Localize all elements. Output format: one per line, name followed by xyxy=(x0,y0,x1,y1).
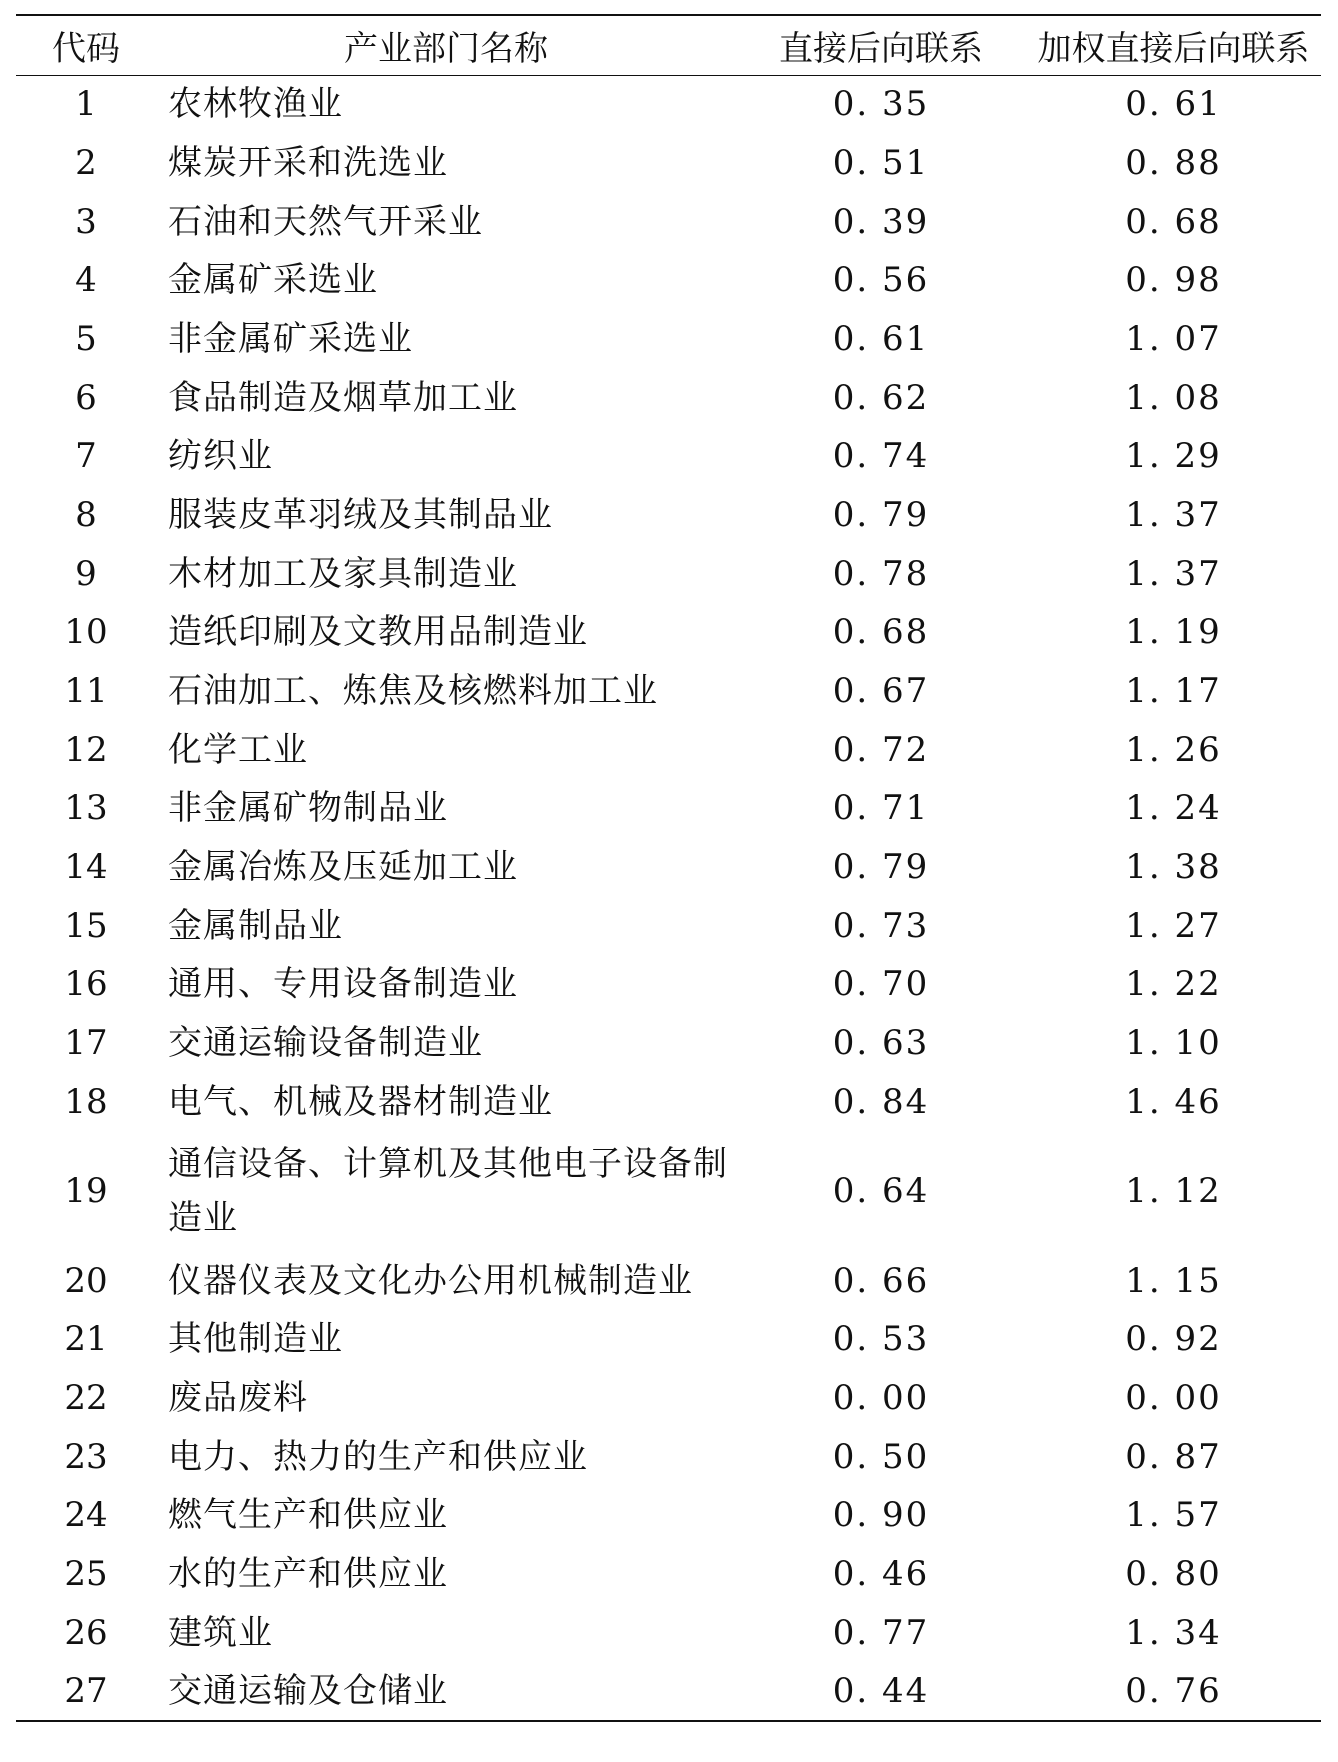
row-weighted-value: 1. 12 xyxy=(1125,1171,1222,1212)
table-row xyxy=(16,779,1321,838)
table-row xyxy=(16,1251,1321,1310)
header-weighted-direct-backward-linkage: 加权直接后向联系 xyxy=(1026,15,1321,75)
row-code: 23 xyxy=(64,1436,108,1477)
row-industry-name: 金属冶炼及压延加工业 xyxy=(168,847,518,888)
row-weighted-value: 1. 26 xyxy=(1125,729,1222,770)
row-industry-name: 木材加工及家具制造业 xyxy=(168,553,518,594)
header-row xyxy=(16,15,1321,75)
row-weighted-value: 1. 34 xyxy=(1125,1612,1222,1653)
row-code: 3 xyxy=(75,201,97,242)
row-code: 27 xyxy=(16,1662,156,1721)
table-row xyxy=(16,192,1321,251)
row-direct-value: 0. 00 xyxy=(832,1377,930,1418)
table-row xyxy=(16,545,1321,604)
table-row xyxy=(16,1073,1321,1132)
row-code: 24 xyxy=(64,1495,108,1536)
table-row xyxy=(16,427,1321,486)
row-code: 8 xyxy=(75,494,97,535)
row-direct-value: 0. 84 xyxy=(832,1081,930,1122)
row-code: 1 xyxy=(75,84,97,125)
row-code: 25 xyxy=(64,1553,108,1594)
table-body xyxy=(16,75,1321,1721)
row-industry-name: 食品制造及烟草加工业 xyxy=(168,377,518,418)
row-direct-value: 0. 72 xyxy=(832,729,930,770)
row-code: 26 xyxy=(64,1612,108,1653)
row-weighted-value: 0. 61 xyxy=(1125,84,1222,125)
table-row xyxy=(16,1131,1321,1251)
industry-linkage-table xyxy=(16,14,1321,1722)
row-code: 20 xyxy=(64,1260,108,1301)
table-row xyxy=(16,486,1321,545)
row-industry-name: 服装皮革羽绒及其制品业 xyxy=(168,494,553,535)
row-direct-value: 0. 74 xyxy=(832,436,930,477)
row-direct-value: 0. 66 xyxy=(832,1260,930,1301)
row-weighted-value: 0. 92 xyxy=(1125,1319,1222,1360)
row-industry-name: 通用、专用设备制造业 xyxy=(168,964,518,1005)
row-direct-value: 0. 77 xyxy=(832,1612,930,1653)
row-direct-value: 0. 62 xyxy=(832,377,930,418)
row-code: 15 xyxy=(64,905,108,946)
row-industry-name: 水的生产和供应业 xyxy=(168,1553,448,1594)
row-direct-value: 0. 90 xyxy=(832,1495,930,1536)
row-code: 6 xyxy=(75,377,97,418)
row-industry-name: 非金属矿物制品业 xyxy=(168,788,448,829)
table-row xyxy=(16,897,1321,956)
row-industry-name: 纺织业 xyxy=(168,436,273,477)
row-weighted-value: 1. 19 xyxy=(1125,612,1222,653)
row-weighted-value: 1. 08 xyxy=(1125,377,1222,418)
table-row xyxy=(16,75,1321,134)
row-direct-value: 0. 61 xyxy=(832,318,930,359)
row-direct-value: 0. 78 xyxy=(832,553,930,594)
row-direct-value: 0. 46 xyxy=(832,1553,930,1594)
row-code: 14 xyxy=(64,847,108,888)
table-row xyxy=(16,251,1321,310)
row-code: 22 xyxy=(64,1377,108,1418)
table-row xyxy=(16,1310,1321,1369)
table-row xyxy=(16,134,1321,193)
row-direct-value: 0. 44 xyxy=(736,1662,1026,1721)
row-industry-name: 通信设备、计算机及其他电子设备制造业 xyxy=(168,1143,728,1239)
row-code: 5 xyxy=(75,318,97,359)
row-weighted-value: 1. 24 xyxy=(1125,788,1222,829)
row-weighted-value: 1. 37 xyxy=(1125,494,1222,535)
row-direct-value: 0. 68 xyxy=(832,612,930,653)
row-industry-name: 石油加工、炼焦及核燃料加工业 xyxy=(168,671,658,712)
table-row xyxy=(16,1014,1321,1073)
table-row xyxy=(16,1545,1321,1604)
row-industry-name: 建筑业 xyxy=(168,1612,273,1653)
table-row xyxy=(16,1369,1321,1428)
row-direct-value: 0. 73 xyxy=(832,905,930,946)
row-direct-value: 0. 70 xyxy=(832,964,930,1005)
row-direct-value: 0. 35 xyxy=(832,84,930,125)
header-name: 产业部门名称 xyxy=(156,15,736,75)
row-code: 10 xyxy=(64,612,108,653)
row-direct-value: 0. 79 xyxy=(832,494,930,535)
row-industry-name: 石油和天然气开采业 xyxy=(168,201,483,242)
row-industry-name: 交通运输设备制造业 xyxy=(168,1023,483,1064)
row-industry-name: 电力、热力的生产和供应业 xyxy=(168,1436,588,1477)
table-row xyxy=(16,721,1321,780)
row-industry-name: 农林牧渔业 xyxy=(168,84,343,125)
row-weighted-value: 0. 87 xyxy=(1125,1436,1222,1477)
row-industry-name: 煤炭开采和洗选业 xyxy=(168,142,448,183)
header-code: 代码 xyxy=(16,15,156,75)
row-direct-value: 0. 51 xyxy=(832,142,930,183)
row-weighted-value: 0. 88 xyxy=(1125,142,1222,183)
row-industry-name: 电气、机械及器材制造业 xyxy=(168,1081,553,1122)
row-code: 19 xyxy=(64,1171,108,1212)
row-weighted-value: 1. 46 xyxy=(1125,1081,1222,1122)
row-weighted-value: 0. 68 xyxy=(1125,201,1222,242)
row-weighted-value: 1. 15 xyxy=(1125,1260,1222,1301)
row-weighted-value: 1. 27 xyxy=(1125,905,1222,946)
row-weighted-value: 0. 76 xyxy=(1026,1662,1321,1721)
table-row xyxy=(16,1486,1321,1545)
row-code: 12 xyxy=(64,729,108,770)
row-direct-value: 0. 39 xyxy=(832,201,930,242)
row-direct-value: 0. 50 xyxy=(832,1436,930,1477)
row-code: 11 xyxy=(64,671,108,712)
row-code: 18 xyxy=(64,1081,108,1122)
row-weighted-value: 0. 00 xyxy=(1125,1377,1222,1418)
table-row xyxy=(16,1604,1321,1663)
row-industry-name: 金属制品业 xyxy=(168,905,343,946)
row-code: 4 xyxy=(75,260,97,301)
row-weighted-value: 1. 07 xyxy=(1125,318,1222,359)
header-direct-backward-linkage: 直接后向联系 xyxy=(736,15,1026,75)
row-weighted-value: 1. 37 xyxy=(1125,553,1222,594)
row-industry-name: 燃气生产和供应业 xyxy=(168,1495,448,1536)
row-industry-name: 其他制造业 xyxy=(168,1319,343,1360)
row-weighted-value: 1. 17 xyxy=(1125,671,1222,712)
table-row xyxy=(16,1662,1321,1721)
table-row xyxy=(16,368,1321,427)
table-row xyxy=(16,310,1321,369)
row-industry-name: 废品废料 xyxy=(168,1377,308,1418)
table-row xyxy=(16,603,1321,662)
row-direct-value: 0. 53 xyxy=(832,1319,930,1360)
row-code: 7 xyxy=(75,436,97,477)
row-direct-value: 0. 71 xyxy=(832,788,930,829)
row-industry-name: 造纸印刷及文教用品制造业 xyxy=(168,612,588,653)
row-direct-value: 0. 79 xyxy=(832,847,930,888)
row-code: 21 xyxy=(64,1319,108,1360)
table-row xyxy=(16,662,1321,721)
row-weighted-value: 1. 38 xyxy=(1125,847,1222,888)
row-industry-name: 非金属矿采选业 xyxy=(168,318,413,359)
row-direct-value: 0. 63 xyxy=(832,1023,930,1064)
row-weighted-value: 1. 10 xyxy=(1125,1023,1222,1064)
row-weighted-value: 1. 22 xyxy=(1125,964,1222,1005)
row-industry-name: 交通运输及仓储业 xyxy=(156,1662,736,1721)
row-weighted-value: 0. 80 xyxy=(1125,1553,1222,1594)
row-code: 17 xyxy=(64,1023,108,1064)
row-direct-value: 0. 56 xyxy=(832,260,930,301)
row-weighted-value: 1. 29 xyxy=(1125,436,1222,477)
table-row xyxy=(16,838,1321,897)
row-weighted-value: 1. 57 xyxy=(1125,1495,1222,1536)
row-industry-name: 金属矿采选业 xyxy=(168,260,378,301)
table-row xyxy=(16,1427,1321,1486)
table-row xyxy=(16,955,1321,1014)
row-direct-value: 0. 67 xyxy=(832,671,930,712)
row-code: 13 xyxy=(64,788,108,829)
row-code: 2 xyxy=(75,142,97,183)
row-industry-name: 仪器仪表及文化办公用机械制造业 xyxy=(168,1260,693,1301)
table-header xyxy=(16,15,1321,75)
row-code: 16 xyxy=(64,964,108,1005)
row-weighted-value: 0. 98 xyxy=(1125,260,1222,301)
row-code: 9 xyxy=(75,553,97,594)
row-direct-value: 0. 64 xyxy=(832,1171,930,1212)
row-industry-name: 化学工业 xyxy=(168,729,308,770)
